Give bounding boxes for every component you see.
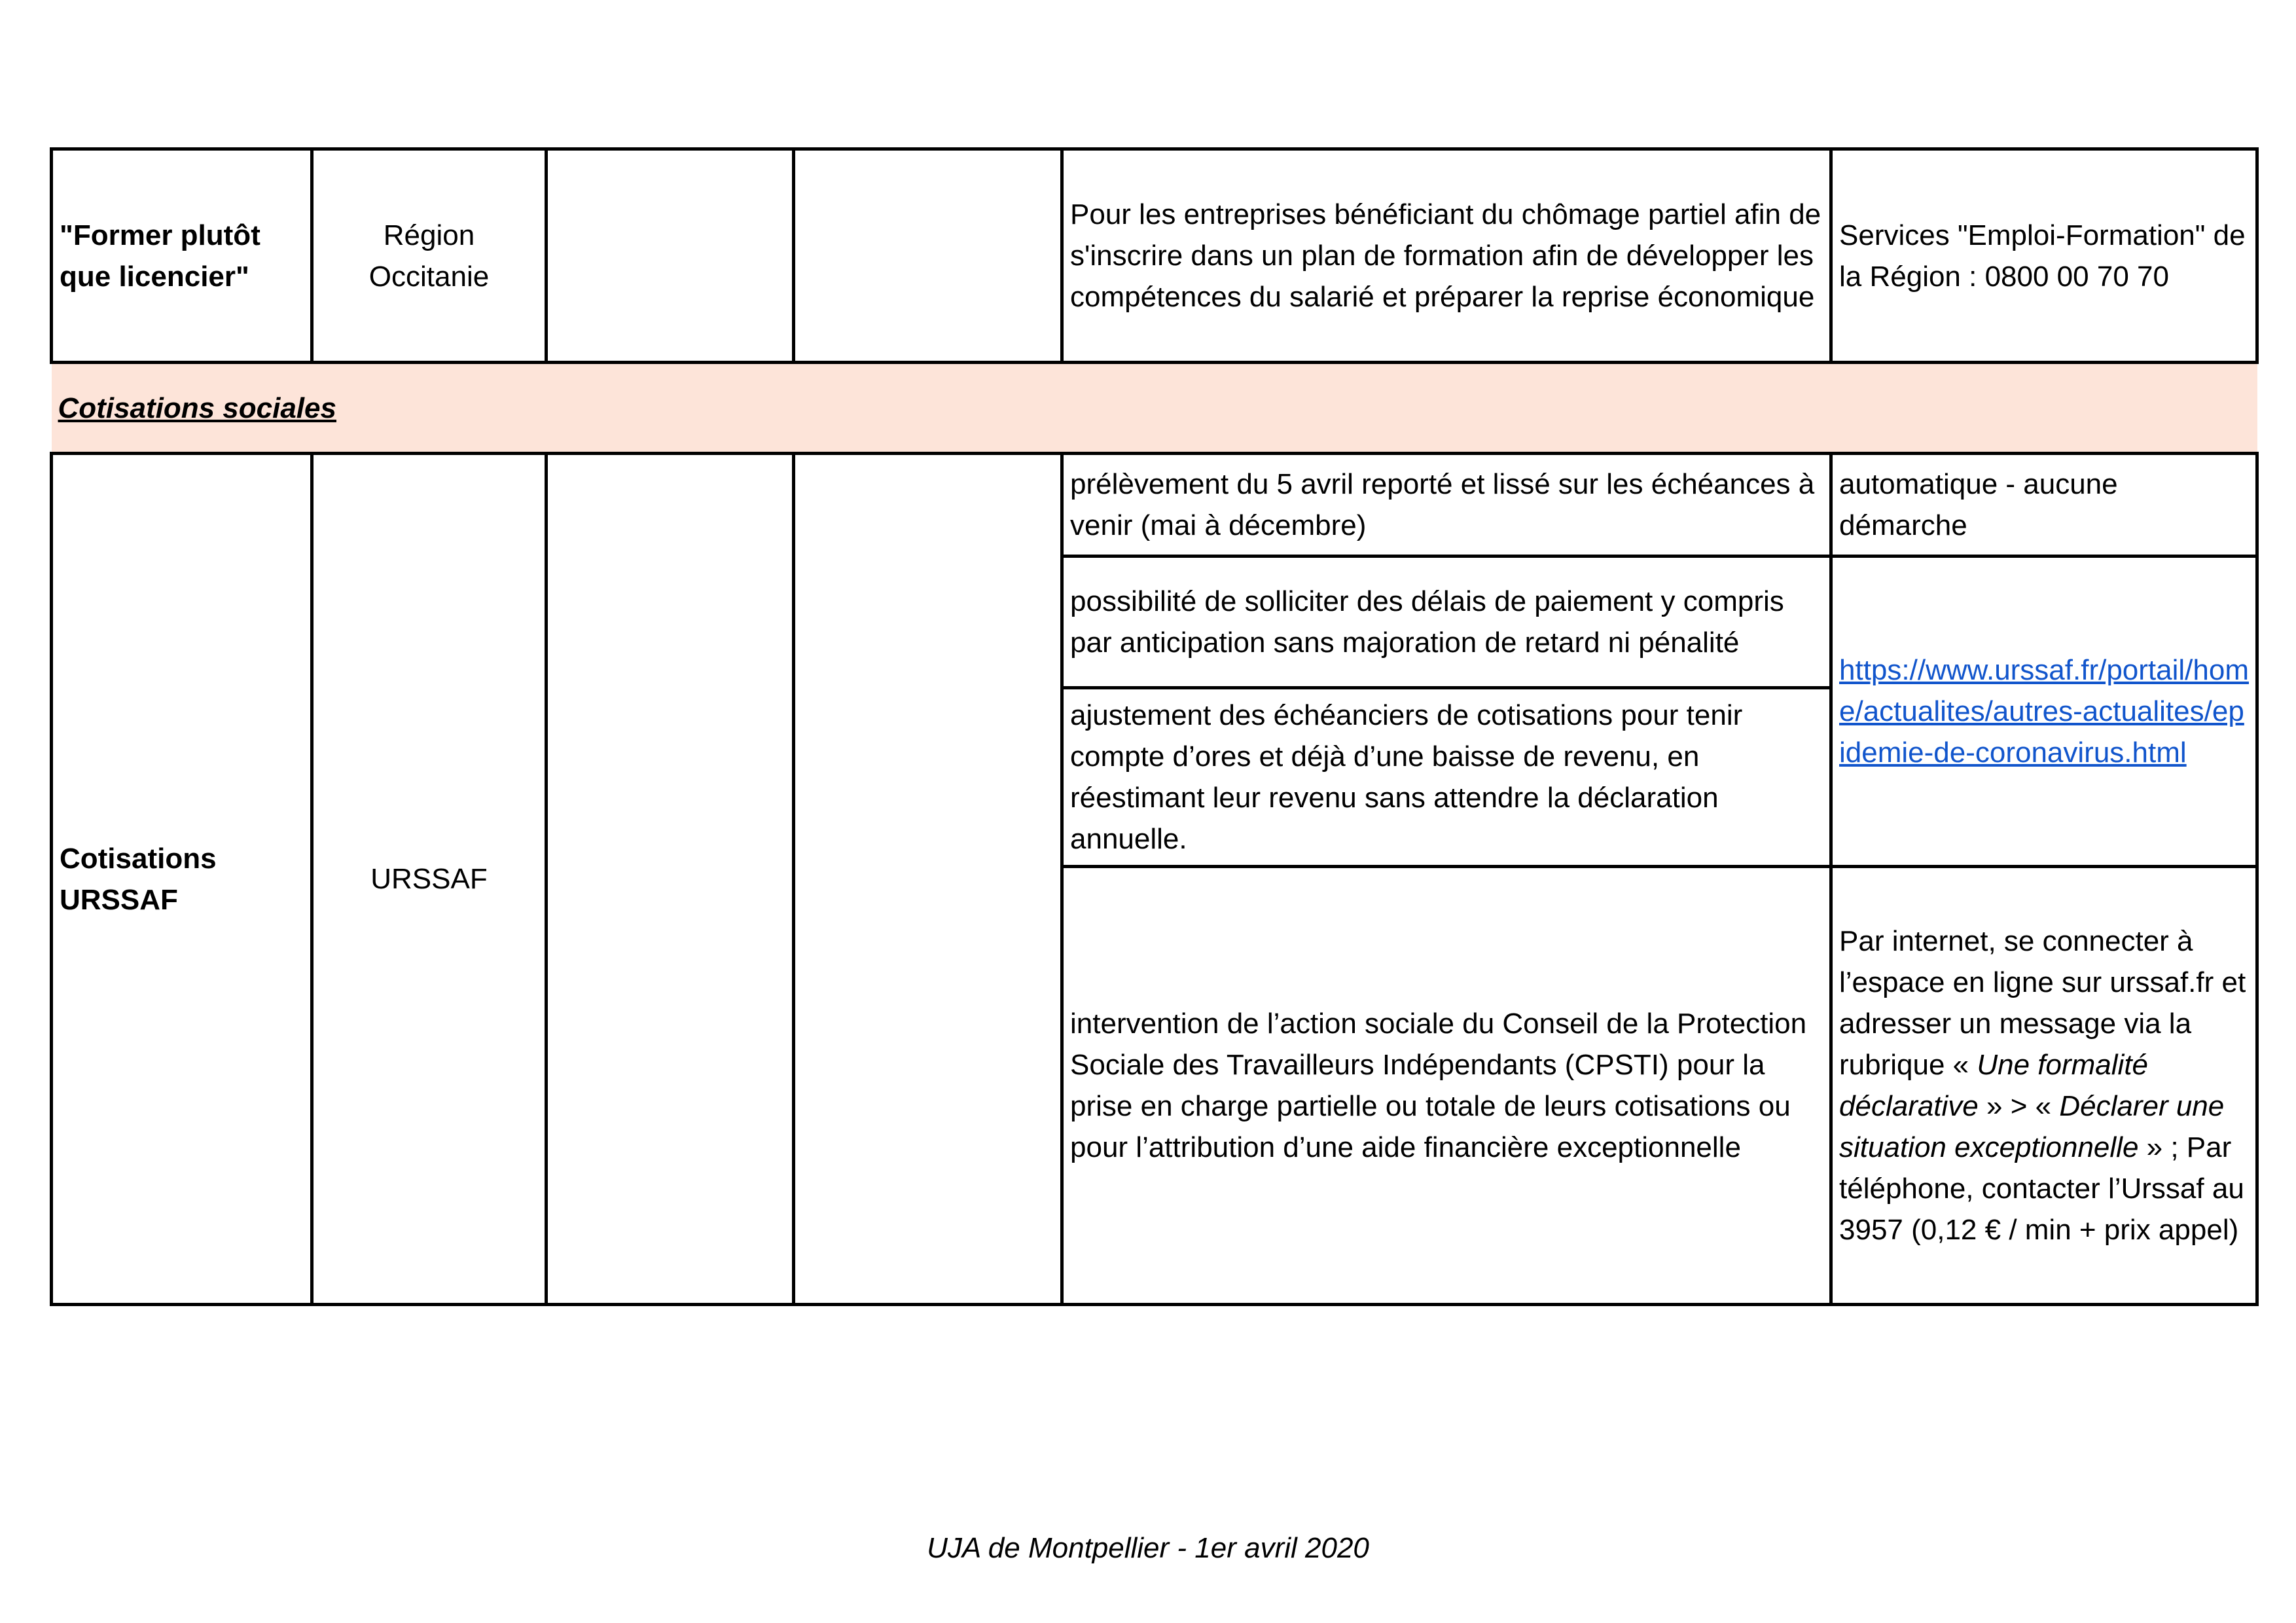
measure-name-cell <box>52 149 312 363</box>
contact-cell <box>1831 556 2257 867</box>
description-cell <box>1062 556 1831 688</box>
contact-cell <box>1831 454 2257 556</box>
table-row <box>52 454 2257 556</box>
description-cell <box>1062 454 1831 556</box>
contact-text: » ; Par téléphone, contacter l’Urssaf au 3957 (0,12 € / min + prix appel) <box>1839 1131 2244 1246</box>
contact-info: automatique - aucune démarche <box>1839 468 2118 541</box>
section-title: Cotisations sociales <box>58 392 336 424</box>
measure-name: "Former plutôt que licencier" <box>60 219 260 293</box>
contact-text: Par internet, se connecter à l’espace en ligne sur urssaf.fr et adresser un message via la rubrique « <box>1839 925 2246 1081</box>
organization-name: URSSAF <box>370 863 488 895</box>
organization-cell <box>312 149 547 363</box>
contact-italic-text: Une formalité déclarative <box>1839 1049 2149 1122</box>
page-footer: UJA de Montpellier - 1er avril 2020 <box>927 1532 1369 1564</box>
section-header-cell <box>52 363 2257 454</box>
contact-text: » > « <box>1978 1090 2060 1122</box>
empty-cell <box>794 149 1062 363</box>
urssaf-link[interactable]: https://www.urssaf.fr/portail/home/actualites/autres-actualites/epidemie-de-coronavirus.html <box>1839 654 2249 769</box>
section-header-row <box>52 363 2257 454</box>
description-cell <box>1062 867 1831 1305</box>
measure-name: Cotisations URSSAF <box>60 842 217 916</box>
contact-info: Services "Emploi-Formation" de la Région : 0800 00 70 70 <box>1839 219 2246 293</box>
description-cell <box>1062 149 1831 363</box>
measure-name-cell <box>52 454 312 1305</box>
contact-cell <box>1831 149 2257 363</box>
organization-cell <box>312 454 547 1305</box>
contact-cell <box>1831 867 2257 1305</box>
measure-description: ajustement des échéanciers de cotisations pour tenir compte d’ores et déjà d’une baisse de revenu, en réestimant leur revenu sans attendre la déclaration annuelle. <box>1070 699 1743 855</box>
measure-description: prélèvement du 5 avril reporté et lissé sur les échéances à venir (mai à décembre) <box>1070 468 1815 541</box>
empty-cell <box>794 454 1062 1305</box>
empty-cell <box>547 149 794 363</box>
empty-cell <box>547 454 794 1305</box>
description-cell <box>1062 688 1831 867</box>
measures-table <box>50 147 2259 1306</box>
measure-description: Pour les entreprises bénéficiant du chômage partiel afin de s'inscrire dans un plan de formation afin de développer les compétences du salarié et préparer la reprise économique <box>1070 198 1821 313</box>
table-row <box>52 149 2257 363</box>
measure-description: intervention de l’action sociale du Conseil de la Protection Sociale des Travailleurs Indépendants (CPSTI) pour la prise en charge partielle ou totale de leurs cotisations ou pour l’attribution d’une aide financière exceptionnelle <box>1070 1008 1807 1163</box>
measure-description: possibilité de solliciter des délais de paiement y compris par anticipation sans majoration de retard ni pénalité <box>1070 585 1784 659</box>
organization-name: Région Occitanie <box>368 219 490 293</box>
contact-italic-text: Déclarer une situation exceptionnelle <box>1839 1090 2225 1163</box>
